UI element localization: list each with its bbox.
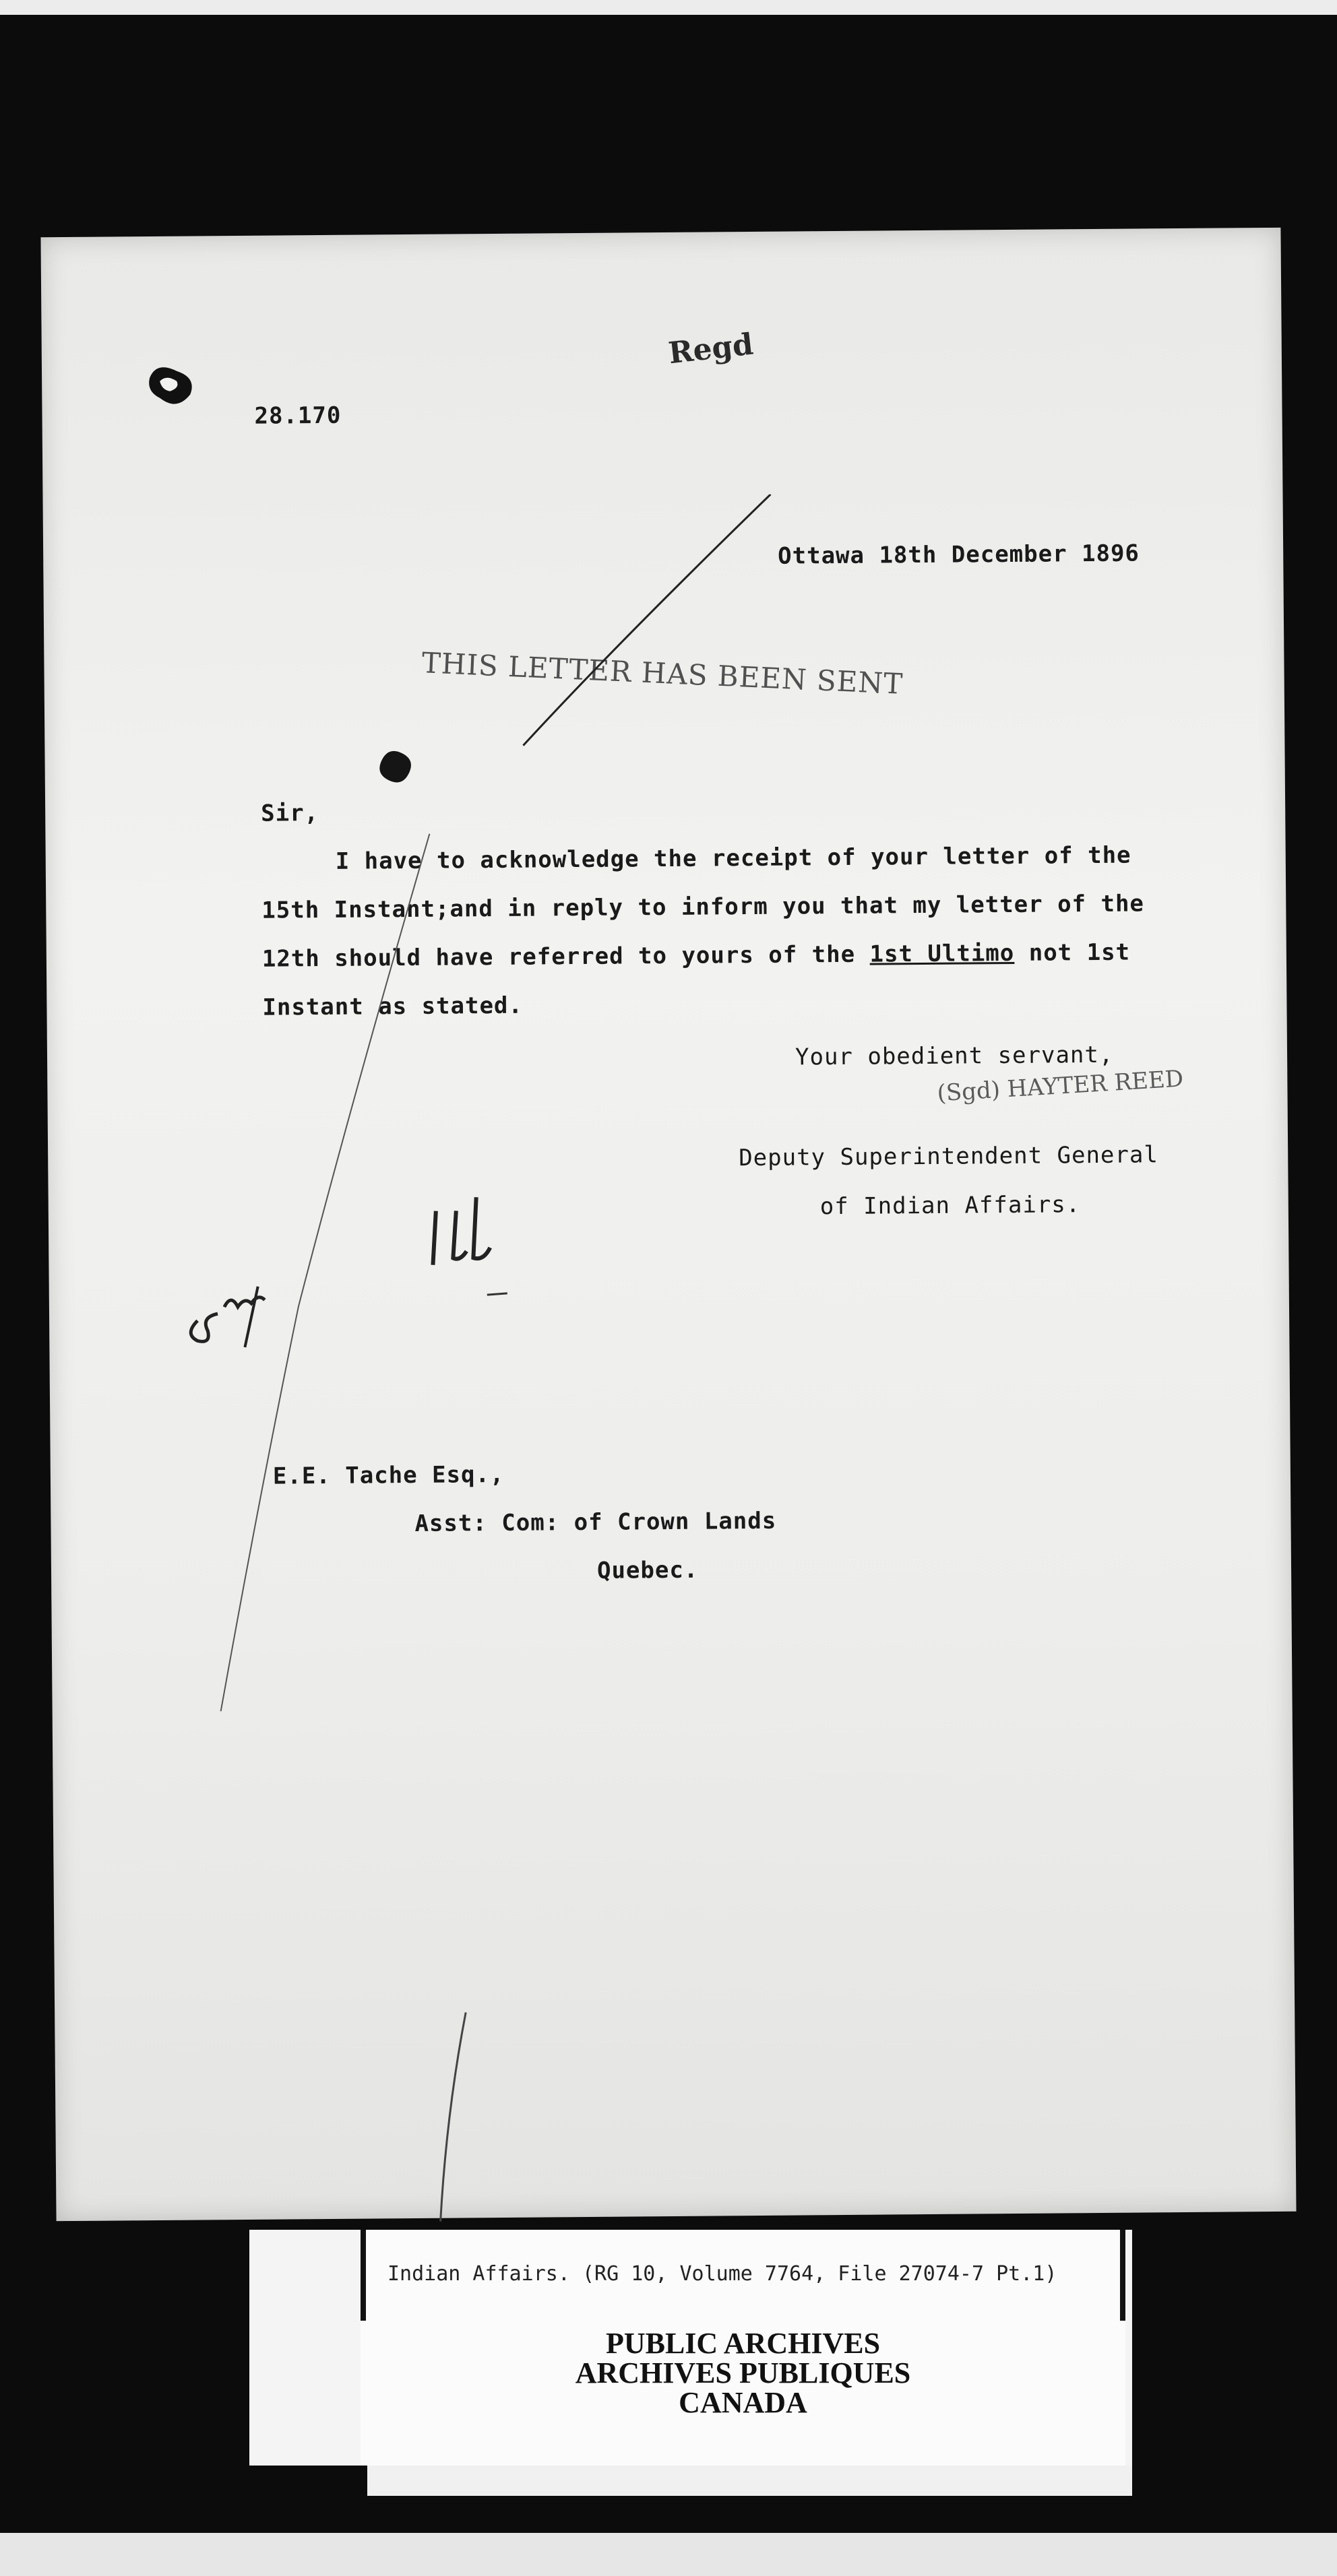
file-reference-number: 28.170 [254, 401, 342, 430]
ink-blot [371, 743, 419, 791]
salutation: Sir, [261, 800, 319, 827]
body-line-3-end: not 1st [1014, 938, 1131, 967]
archive-reference: Indian Affairs. (RG 10, Volume 7764, File 27074-7 Pt.1) [387, 2262, 1057, 2286]
signature-stamp: (Sgd) HAYTER REED [936, 1065, 1185, 1107]
letter-date: Ottawa 18th December 1896 [778, 540, 1140, 570]
recipient-city: Quebec. [596, 1556, 699, 1584]
body-line-2: 15th Instant;and in reply to inform you that my letter of the [261, 890, 1145, 924]
archives-line-french: ARCHIVES PUBLIQUES [575, 2356, 911, 2389]
body-line-1: I have to acknowledge the receipt of your letter of the [335, 841, 1131, 875]
archives-line-english: PUBLIC ARCHIVES [605, 2327, 881, 2360]
underlined-date-reference: 1st Ultimo [869, 939, 1015, 968]
body-line-4: Instant as stated. [262, 992, 524, 1021]
letter-page [40, 228, 1296, 2221]
recipient-position: Asst: Com: of Crown Lands [414, 1507, 777, 1537]
pen-stroke-mark [144, 494, 832, 2251]
film-bottom-edge [0, 2533, 1337, 2576]
label-border-right [1120, 2230, 1125, 2321]
body-line-3 [262, 939, 1130, 973]
archives-line-country: CANADA [679, 2386, 807, 2419]
recipient-name: E.E. Tache Esq., [272, 1460, 505, 1490]
regd-stamp: Regd [666, 327, 755, 371]
punch-hole-mark [143, 357, 204, 418]
archive-label [361, 2230, 1125, 2466]
signatory-title-line-1: Deputy Superintendent General [739, 1141, 1158, 1172]
closing: Your obedient servant, [795, 1041, 1114, 1071]
handwritten-initials [169, 1169, 575, 1375]
archive-label-card [249, 2230, 1132, 2466]
signatory-title-line-2: of Indian Affairs. [819, 1191, 1081, 1221]
sent-stamp: THIS LETTER HAS BEEN SENT [421, 646, 904, 701]
label-border-left [361, 2230, 366, 2321]
body-line-3-start: 12th should have referred to yours of the [261, 940, 870, 973]
film-top-edge [0, 0, 1337, 15]
archive-label-tail [367, 2466, 1132, 2496]
